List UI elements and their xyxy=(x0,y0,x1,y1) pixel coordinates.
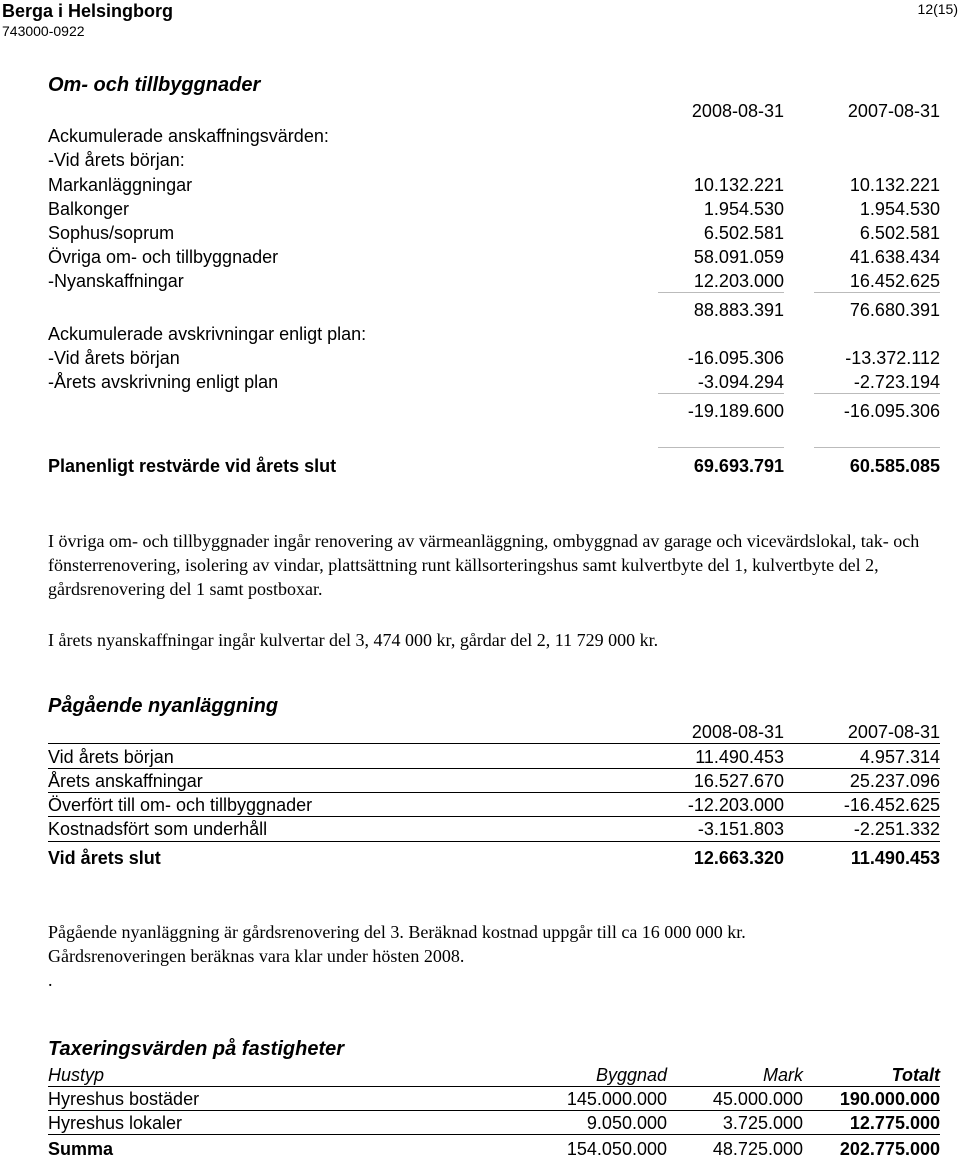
row-label: Balkonger xyxy=(48,199,130,219)
start-of-year-heading: -Vid årets början: xyxy=(48,150,185,170)
row-label: Överfört till om- och tillbyggnader xyxy=(48,795,313,815)
tax-land: 45.000.000 xyxy=(712,1089,803,1109)
row-value-2007: 16.452.625 xyxy=(849,271,940,291)
tax-header-land: Mark xyxy=(763,1065,803,1085)
tax-total: 12.775.000 xyxy=(849,1113,940,1133)
row-value-2008: -16.095.306 xyxy=(687,348,784,368)
table-row xyxy=(48,197,940,221)
column-header-2007: 2007-08-31 xyxy=(847,101,940,121)
header-rule xyxy=(48,743,940,744)
tax-type: Hyreshus bostäder xyxy=(48,1089,200,1109)
section-title-pagaende-nyanlaggning: Pågående nyanläggning xyxy=(48,695,279,717)
subtotal-value-2007: -16.095.306 xyxy=(843,401,940,421)
row-value-2007: -2.251.332 xyxy=(853,819,940,839)
paragraph-renovation-note: I övriga om- och tillbyggnader ingår renovering av värmeanläggning, ombyggnad av garage och vicevärdslokal, tak- och fönsterrenovering, isolering av vindar, plattsättning runt källsorteringshus samt kulvertbyte del 1, kulvertbyte del 2, gårdsrenovering del 1 samt postboxar. xyxy=(48,531,920,599)
subtotal-value-2008: -19.189.600 xyxy=(687,401,784,421)
tax-land: 3.725.000 xyxy=(722,1113,803,1133)
column-header-2008: 2008-08-31 xyxy=(691,101,784,121)
row-label: Markanläggningar xyxy=(48,175,193,195)
page-number: 12(15) xyxy=(917,1,958,17)
paragraph-ongoing-note-line1: Pågående nyanläggning är gårdsrenovering del 3. Beräknad kostnad uppgår till ca 16 000 000 kr. xyxy=(48,922,746,942)
total-row xyxy=(48,846,940,870)
table-row xyxy=(48,793,940,817)
paragraph-new-acquisitions-note: I årets nyanskaffningar ingår kulvertar del 3, 474 000 kr, gårdar del 2, 11 729 000 kr. xyxy=(48,630,659,650)
column-header-2008: 2008-08-31 xyxy=(691,722,784,742)
sum-land: 48.725.000 xyxy=(712,1139,803,1159)
sum-building: 154.050.000 xyxy=(566,1139,667,1159)
row-value-2007: -13.372.112 xyxy=(845,348,940,368)
sum-row xyxy=(48,1137,940,1161)
tax-header-row xyxy=(48,1063,940,1087)
org-number: 743000-0922 xyxy=(2,23,85,39)
label-row xyxy=(48,148,940,172)
row-value-2008: -12.203.000 xyxy=(687,795,784,815)
row-value-2008: 1.954.530 xyxy=(703,199,784,219)
label-row xyxy=(48,124,940,148)
row-value-2007: 4.957.314 xyxy=(859,747,940,767)
row-value-2008: 6.502.581 xyxy=(703,223,784,243)
total-value-2008: 12.663.320 xyxy=(693,848,784,868)
row-value-2007: -2.723.194 xyxy=(853,372,940,392)
table-row xyxy=(48,346,940,370)
total-value-2008: 69.693.791 xyxy=(693,456,784,476)
row-label: Årets anskaffningar xyxy=(48,771,203,791)
table-row xyxy=(48,221,940,245)
row-value-2008: 12.203.000 xyxy=(693,271,784,291)
row-label: -Årets avskrivning enligt plan xyxy=(48,372,279,392)
table-row xyxy=(48,245,940,269)
row-label: -Vid årets början xyxy=(48,348,180,368)
row-label: -Nyanskaffningar xyxy=(48,271,184,291)
column-header-row xyxy=(48,99,940,123)
total-row xyxy=(48,454,940,478)
sum-total: 202.775.000 xyxy=(839,1139,940,1159)
row-label: Kostnadsfört som underhåll xyxy=(48,819,268,839)
section-title-om-och-tillbyggnader: Om- och tillbyggnader xyxy=(48,74,261,96)
total-value-2007: 60.585.085 xyxy=(849,456,940,476)
label-row xyxy=(48,322,940,346)
subtotal-value-2008: 88.883.391 xyxy=(693,300,784,320)
column-header-2007: 2007-08-31 xyxy=(847,722,940,742)
subtotal-rule xyxy=(814,292,940,293)
total-label: Planenligt restvärde vid årets slut xyxy=(48,456,337,476)
subtotal-rule xyxy=(658,393,784,394)
tax-header-type: Hustyp xyxy=(48,1065,105,1085)
table-row xyxy=(48,1111,940,1135)
table-row xyxy=(48,1087,940,1111)
table-row xyxy=(48,769,940,793)
subtotal-row xyxy=(48,298,940,322)
table-row xyxy=(48,817,940,841)
tax-total: 190.000.000 xyxy=(839,1089,940,1109)
company-name: Berga i Helsingborg xyxy=(2,1,174,21)
row-label: Sophus/soprum xyxy=(48,223,175,243)
row-value-2008: 10.132.221 xyxy=(693,175,784,195)
paragraph-ongoing-note-line2: Gårdsrenoveringen beräknas vara klar under hösten 2008. xyxy=(48,946,465,966)
tax-building: 145.000.000 xyxy=(566,1089,667,1109)
tax-header-total: Totalt xyxy=(891,1065,940,1085)
row-value-2007: 41.638.434 xyxy=(849,247,940,267)
section-title-taxeringsvarden: Taxeringsvärden på fastigheter xyxy=(48,1038,345,1060)
tax-building: 9.050.000 xyxy=(586,1113,667,1133)
column-header-row xyxy=(48,720,940,744)
subtotal-rule xyxy=(658,292,784,293)
depreciation-heading: Ackumulerade avskrivningar enligt plan: xyxy=(48,324,367,344)
total-label: Vid årets slut xyxy=(48,848,161,868)
row-value-2007: 1.954.530 xyxy=(859,199,940,219)
row-value-2008: 58.091.059 xyxy=(693,247,784,267)
total-rule xyxy=(658,447,784,448)
total-rule xyxy=(814,447,940,448)
tax-header-building: Byggnad xyxy=(595,1065,667,1085)
table-row xyxy=(48,745,940,769)
sum-label: Summa xyxy=(48,1139,114,1159)
row-value-2008: -3.151.803 xyxy=(697,819,784,839)
subtotal-rule xyxy=(814,393,940,394)
subtotal-row xyxy=(48,399,940,423)
table-row xyxy=(48,173,940,197)
table-row xyxy=(48,269,940,293)
row-rule xyxy=(48,1134,940,1135)
row-label: Vid årets början xyxy=(48,747,174,767)
table-row xyxy=(48,370,940,394)
row-label: Övriga om- och tillbyggnader xyxy=(48,247,279,267)
row-value-2007: 25.237.096 xyxy=(849,771,940,791)
row-rule xyxy=(48,841,940,842)
row-value-2008: 16.527.670 xyxy=(693,771,784,791)
total-value-2007: 11.490.453 xyxy=(850,848,940,868)
row-value-2007: 10.132.221 xyxy=(849,175,940,195)
tax-type: Hyreshus lokaler xyxy=(48,1113,183,1133)
subtotal-value-2007: 76.680.391 xyxy=(849,300,940,320)
acquisition-heading: Ackumulerade anskaffningsvärden: xyxy=(48,126,329,146)
row-value-2007: -16.452.625 xyxy=(843,795,940,815)
row-value-2007: 6.502.581 xyxy=(859,223,940,243)
row-value-2008: 11.490.453 xyxy=(695,747,784,767)
row-value-2008: -3.094.294 xyxy=(697,372,784,392)
paragraph-ongoing-note-line3: . xyxy=(48,970,53,990)
